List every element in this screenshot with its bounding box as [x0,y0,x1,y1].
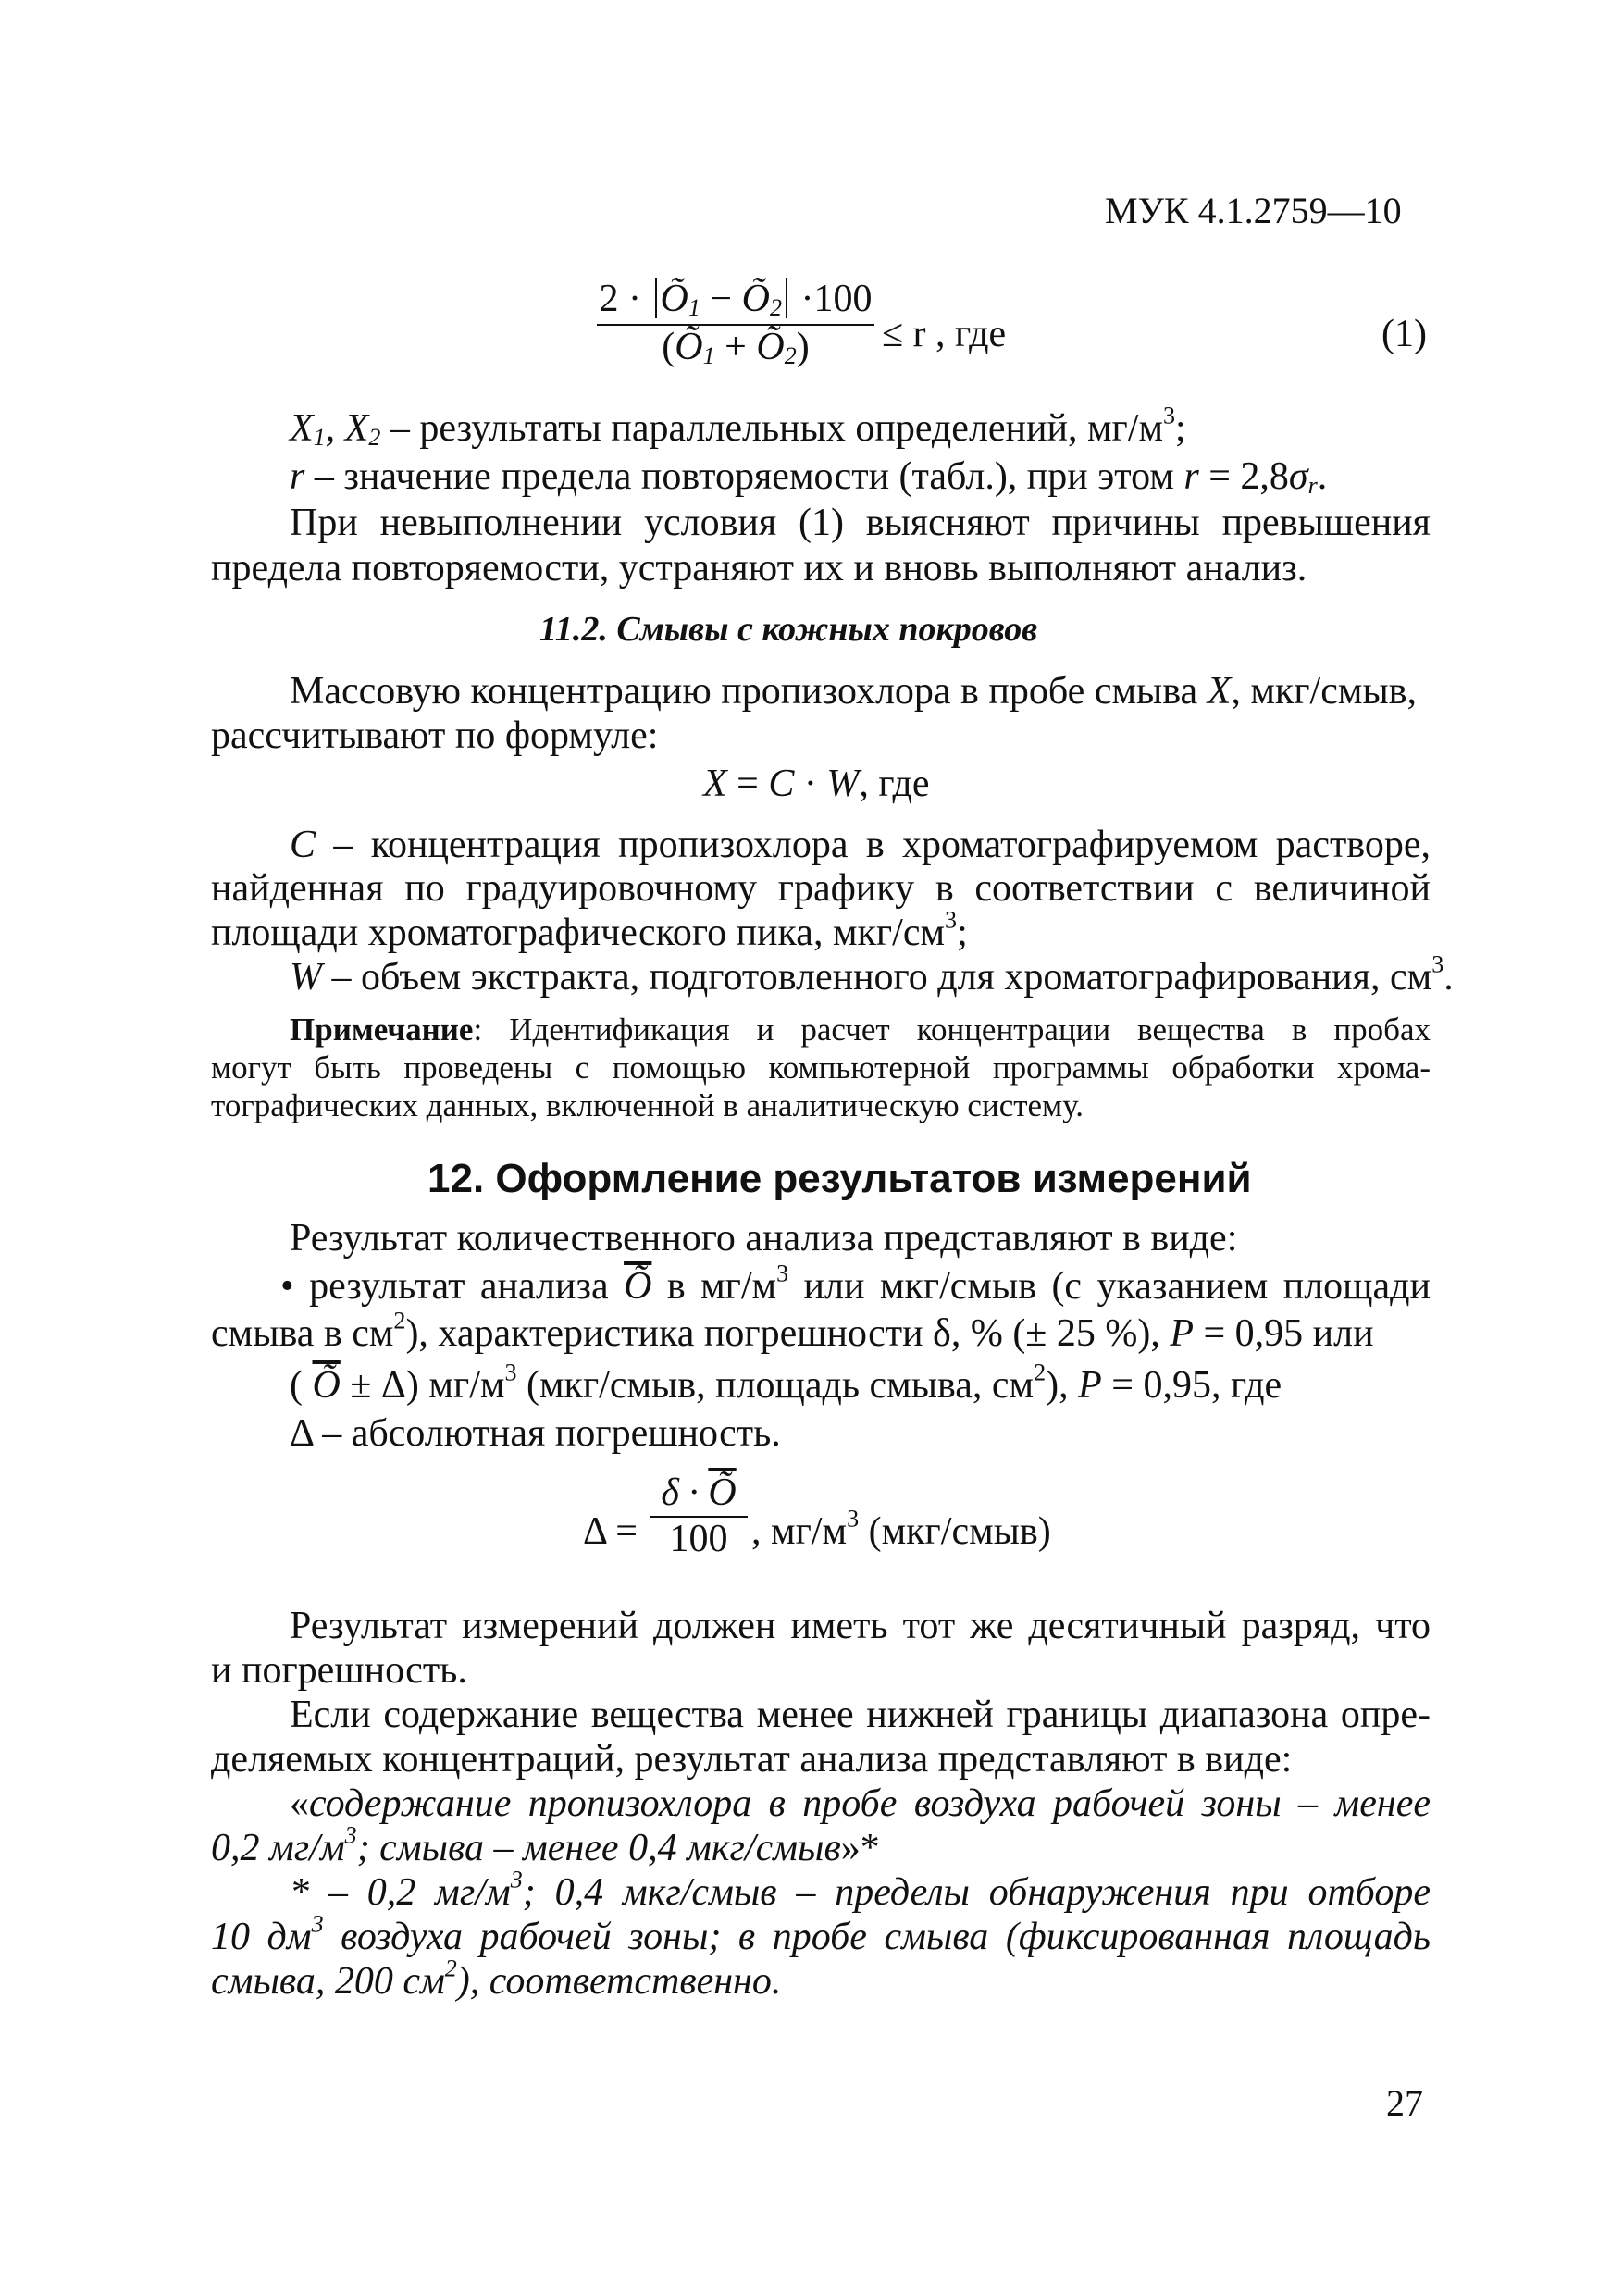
para-lower-line1: Если содержание вещества менее нижней границы диапазона опре- [290,1694,1431,1736]
para-digits-line1: Результат измерений должен иметь тот же десятичный разряд, что [290,1605,1431,1647]
quote-line2: 0,2 $мг/м^3$; смыва – менее 0,4 мкг/смыв»* [211,1821,880,1869]
formula-1-numerator: $2 \cdot Õ_1$ − $Õ_2 \cdot 100$ [599,278,873,322]
footnote-line3: смыва, 200 $см^2$), соответственно. [211,1955,782,2003]
para-mass-line1: Массовую концентрацию пропизохлора в пробе смыва X, мкг/смыв, [290,670,1417,713]
note-line2: могут быть проведены с помощью компьютерной программы обработки хрома- [211,1049,1431,1086]
def-c-line1: C – концентрация пропизохлора в хроматографируемом растворе, [290,824,1431,866]
section-12-title: 12. Оформление результатов измерений [427,1156,1252,1201]
bullet-line3: ( $\overline{Õ} \pm \Delta$) $мг/м^3$ (мкг/смыв, площадь смыва, $см^2$), P = 0,95, где [290,1359,1282,1407]
para-lower-line2: деляемых концентраций, результат анализа представляют в виде: [211,1738,1293,1781]
footnote-line1: * – 0,2 $мг/м^3$; 0,4 мкг/смыв – пределы обнаружения при отборе [290,1866,1431,1914]
formula-1-relation: ≤ r , где [882,313,1007,355]
bullet-line2: смыва в $см^2$), характеристика погрешности δ, % (± 25 %), P = 0,95 или [211,1307,1374,1355]
para-digits-line2: и погрешность. [211,1649,467,1692]
formula-3-lhs: Δ = [583,1510,638,1553]
formula-1-number: (1) [1381,313,1427,355]
para-mass-line2: рассчитывают по формуле: [211,714,659,757]
note-line3: тографических данных, включенной в аналитическую систему. [211,1087,1084,1123]
def-c-line2: найденная по градуировочному графику в соответствии с величиной [211,867,1431,910]
footnote-line2: 10 $дм^3$ воздуха рабочей зоны; в пробе смыва (фиксированная площадь [211,1910,1431,1958]
result-intro: Результат количественного анализа представляют в виде: [290,1217,1238,1260]
bullet-line4: Δ – абсолютная погрешность. [290,1412,781,1455]
section-11-2-title: 11.2. Смывы с кожных покровов [539,610,1038,649]
page-number: 27 [1386,2082,1423,2124]
def-c-line3: площади хроматографического пика, мкг/$см^3$; [211,906,968,954]
formula-1 [597,278,911,389]
para-fail-line1: При невыполнении условия (1) выясняют причины превышения [290,502,1431,544]
quote-line1: «содержание пропизохлора в пробе воздуха рабочей зоны – менее [290,1782,1431,1825]
formula-3-units: , $мг/м^3$ (мкг/смыв) [751,1505,1051,1553]
bullet-line1: • результат анализа $\overline{Õ}$ в $мг/м^3$ или мкг/смыв (с указанием площади [280,1260,1431,1308]
para-fail-line2: предела повторяемости, устраняют их и вновь выполняют анализ. [211,547,1307,590]
def-r: r – значение предела повторяемости (табл.), при этом $r = 2,8\sigma_r$. [290,455,1328,500]
note-line1: Примечание: Идентификация и расчет концентрации вещества в пробах [290,1011,1431,1048]
formula-3-fraction: $\delta \cdot \overline{Õ}$ 100 [648,1471,750,1562]
document-code: МУК 4.1.2759—10 [1105,190,1402,231]
formula-1-denominator: ($Õ_1$ + $Õ_2$) [662,326,810,370]
def-w: W – объем экстракта, подготовленного для хроматографирования, $см^3$. [290,950,1454,999]
def-x: $X_1$, $X_2$ – результаты параллельных определений, $мг/м^3$; [290,402,1186,452]
formula-2: X = C · W, где [703,763,930,805]
